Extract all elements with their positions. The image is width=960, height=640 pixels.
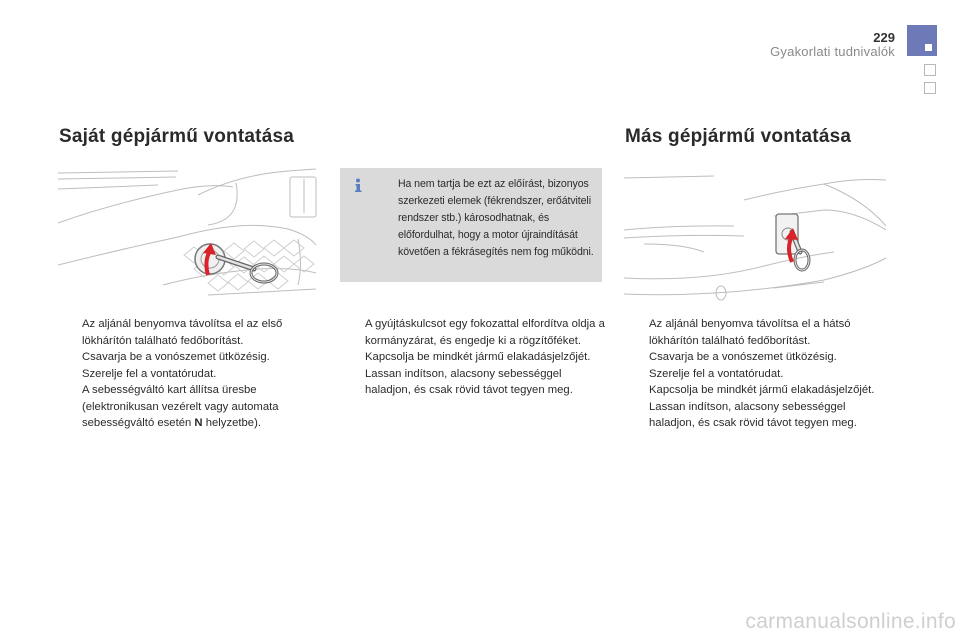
page-number: 229: [873, 30, 895, 45]
list-item: Kapcsolja be mindkét jármű elakadásjelzőjét.: [365, 351, 591, 363]
chapter-title: Gyakorlati tudnivalók: [770, 44, 895, 59]
steps-list-own-vehicle-col2: [343, 316, 605, 399]
list-item: A sebességváltó kart állítsa üresbe (elektronikusan vezérelt vagy automata sebességváltó esetén N helyzetbe).: [82, 384, 279, 429]
list-item: Kapcsolja be mindkét jármű elakadásjelzőjét.: [649, 384, 875, 396]
section-title-own-vehicle: Saját gépjármű vontatása: [59, 126, 294, 147]
list-item: Az aljánál benyomva távolítsa el a hátsó lökhárítón található fedőborítást.: [649, 318, 851, 347]
list-item: Lassan indítson, alacsony sebességgel haladjon, és csak rövid távot tegyen meg.: [365, 367, 573, 396]
section-title-other-vehicle: Más gépjármű vontatása: [625, 126, 852, 147]
list-item: Lassan indítson, alacsony sebességgel haladjon, és csak rövid távot tegyen meg.: [649, 400, 857, 429]
list-item: Csavarja be a vonószemet ütközésig.: [82, 351, 270, 363]
list-item: Az aljánál benyomva távolítsa el az első lökhárítón található fedőborítást.: [82, 318, 283, 347]
tab-marker: [925, 44, 932, 51]
info-icon: [350, 177, 366, 193]
front-towing-eye-illustration: [58, 165, 318, 307]
steps-list-own-vehicle-col1: [60, 316, 322, 432]
list-item: Szerelje fel a vontatórudat.: [649, 367, 784, 380]
info-box-text: Ha nem tartja be ezt az előírást, bizonyos szerkezeti elemek (fékrendszer, erőátviteli rendszer stb.) károsodhatnak, és előfordulhat, hogy a motor újraindítását követően a fékrásegítés nem fog működni.: [398, 178, 594, 258]
neutral-position-label: N: [194, 417, 203, 429]
steps-list-other-vehicle: [627, 316, 889, 432]
rear-towing-eye-illustration: [624, 170, 886, 308]
list-item: Csavarja be a vonószemet ütközésig.: [649, 351, 837, 363]
list-item: Szerelje fel a vontatórudat.: [82, 367, 217, 380]
list-item: A gyújtáskulcsot egy fokozattal elfordítva oldja a kormányzárat, és engedje ki a rögzítőféket.: [365, 318, 605, 347]
chapter-tab-active[interactable]: [907, 25, 937, 56]
watermark: carmanualsonline.info: [745, 610, 956, 633]
chapter-tab-empty-2[interactable]: [924, 82, 936, 94]
chapter-tab-empty-1[interactable]: [924, 64, 936, 76]
